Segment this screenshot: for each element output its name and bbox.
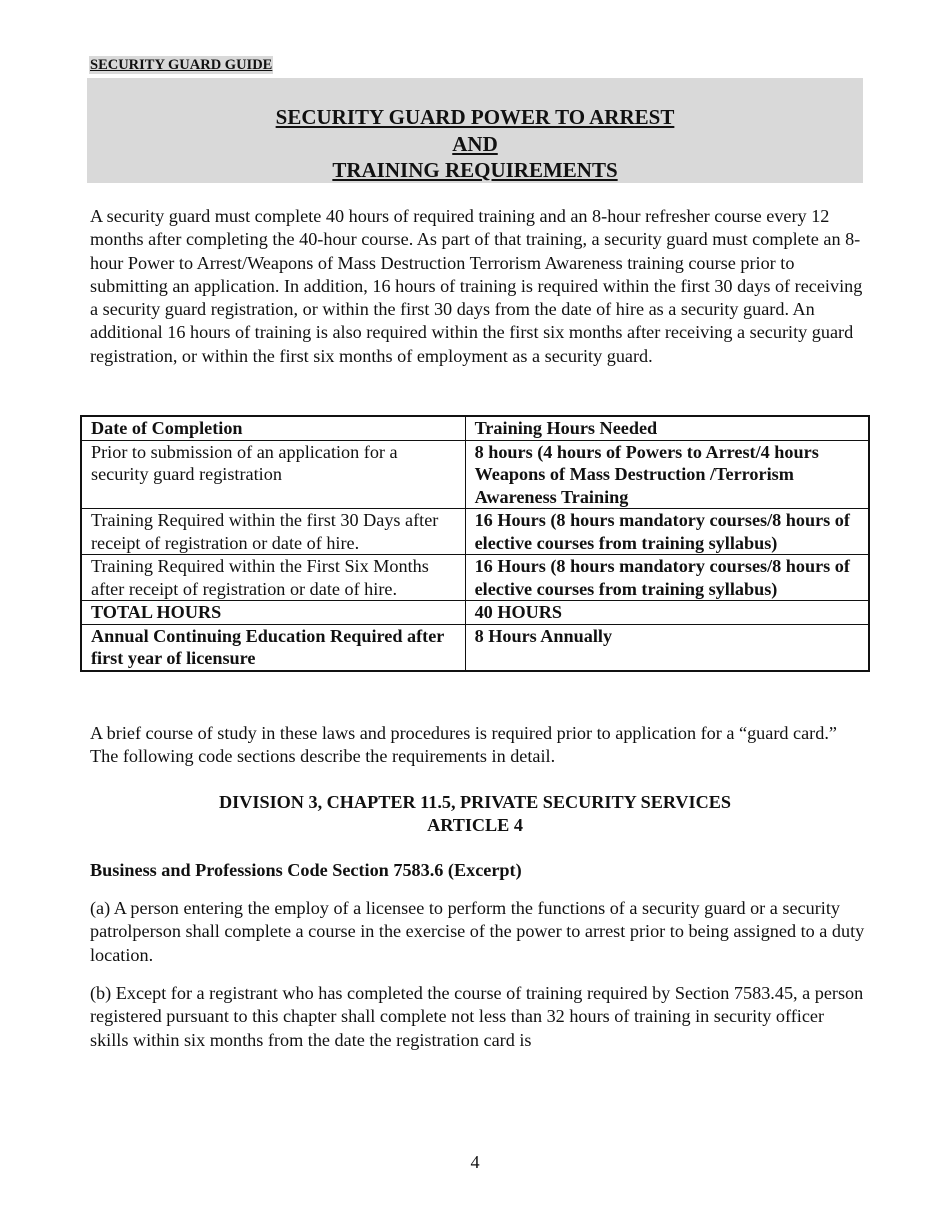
table-cell-hours: 40 HOURS	[465, 601, 869, 625]
division-heading	[90, 791, 860, 836]
paragraph-b: (b) Except for a registrant who has completed the course of training required by Section 7583.45, a person registered pursuant to this chapter shall complete not less than 32 hours of training in security officer skills within six months from the date the registration card is	[90, 983, 864, 1050]
table-header-cell: Date of Completion	[81, 416, 465, 440]
brief-paragraph: A brief course of study in these laws and procedures is required prior to application for a “guard card.” The following code sections describe the requirements in detail.	[90, 723, 837, 767]
paragraph-a: (a) A person entering the employ of a licensee to perform the functions of a security guard or a security patrolperson shall complete a course in the exercise of the power to arrest prior to being assigned to a duty location.	[90, 898, 865, 965]
table-cell-completion: TOTAL HOURS	[81, 601, 465, 625]
table-row	[81, 624, 869, 671]
title-box	[87, 78, 863, 183]
intro-paragraph: A security guard must complete 40 hours of required training and an 8-hour refresher course every 12 months after completing the 40-hour course. As part of that training, a security guard must complete an 8-hour Power to Arrest/Weapons of Mass Destruction Terrorism Awareness training course prior to submitting an application. In addition, 16 hours of training is required within the first 30 days of receiving a security guard registration, or within the first 30 days from the date of hire as a security guard. An additional 16 hours of training is also required within the first six months after receiving a security guard registration, or within the first six months of employment as a security guard.	[90, 206, 863, 366]
running-header: SECURITY GUARD GUIDE	[90, 57, 273, 73]
table-cell-hours: 16 Hours (8 hours mandatory courses/8 hours of elective courses from training syllabus)	[465, 555, 869, 601]
table-row	[81, 440, 869, 509]
division-line-2: ARTICLE 4	[427, 814, 523, 835]
page-number: 4	[470, 1152, 480, 1172]
title-line-1: SECURITY GUARD POWER TO ARREST	[275, 105, 675, 129]
table-cell-completion: Training Required within the First Six Months after receipt of registration or date of hire.	[81, 555, 465, 601]
table-cell-completion: Training Required within the first 30 Days after receipt of registration or date of hire.	[81, 509, 465, 555]
table-cell-completion: Annual Continuing Education Required after first year of licensure	[81, 624, 465, 671]
table-cell-hours: 16 Hours (8 hours mandatory courses/8 hours of elective courses from training syllabus)	[465, 509, 869, 555]
table-cell-hours: 8 hours (4 hours of Powers to Arrest/4 hours Weapons of Mass Destruction /Terrorism Awareness Training	[465, 440, 869, 509]
training-requirements-table	[80, 415, 870, 672]
table-cell-hours: 8 Hours Annually	[465, 624, 869, 671]
table-header-row	[81, 416, 869, 440]
table-row	[81, 555, 869, 601]
title-line-3: TRAINING REQUIREMENTS	[332, 158, 618, 182]
table-row-total	[81, 601, 869, 625]
title-line-2: AND	[452, 131, 498, 156]
table-row	[81, 509, 869, 555]
table-header-cell: Training Hours Needed	[465, 416, 869, 440]
section-heading: Business and Professions Code Section 7583.6 (Excerpt)	[90, 860, 522, 880]
table-cell-completion: Prior to submission of an application for a security guard registration	[81, 440, 465, 509]
division-line-1: DIVISION 3, CHAPTER 11.5, PRIVATE SECURITY SERVICES	[219, 792, 731, 812]
